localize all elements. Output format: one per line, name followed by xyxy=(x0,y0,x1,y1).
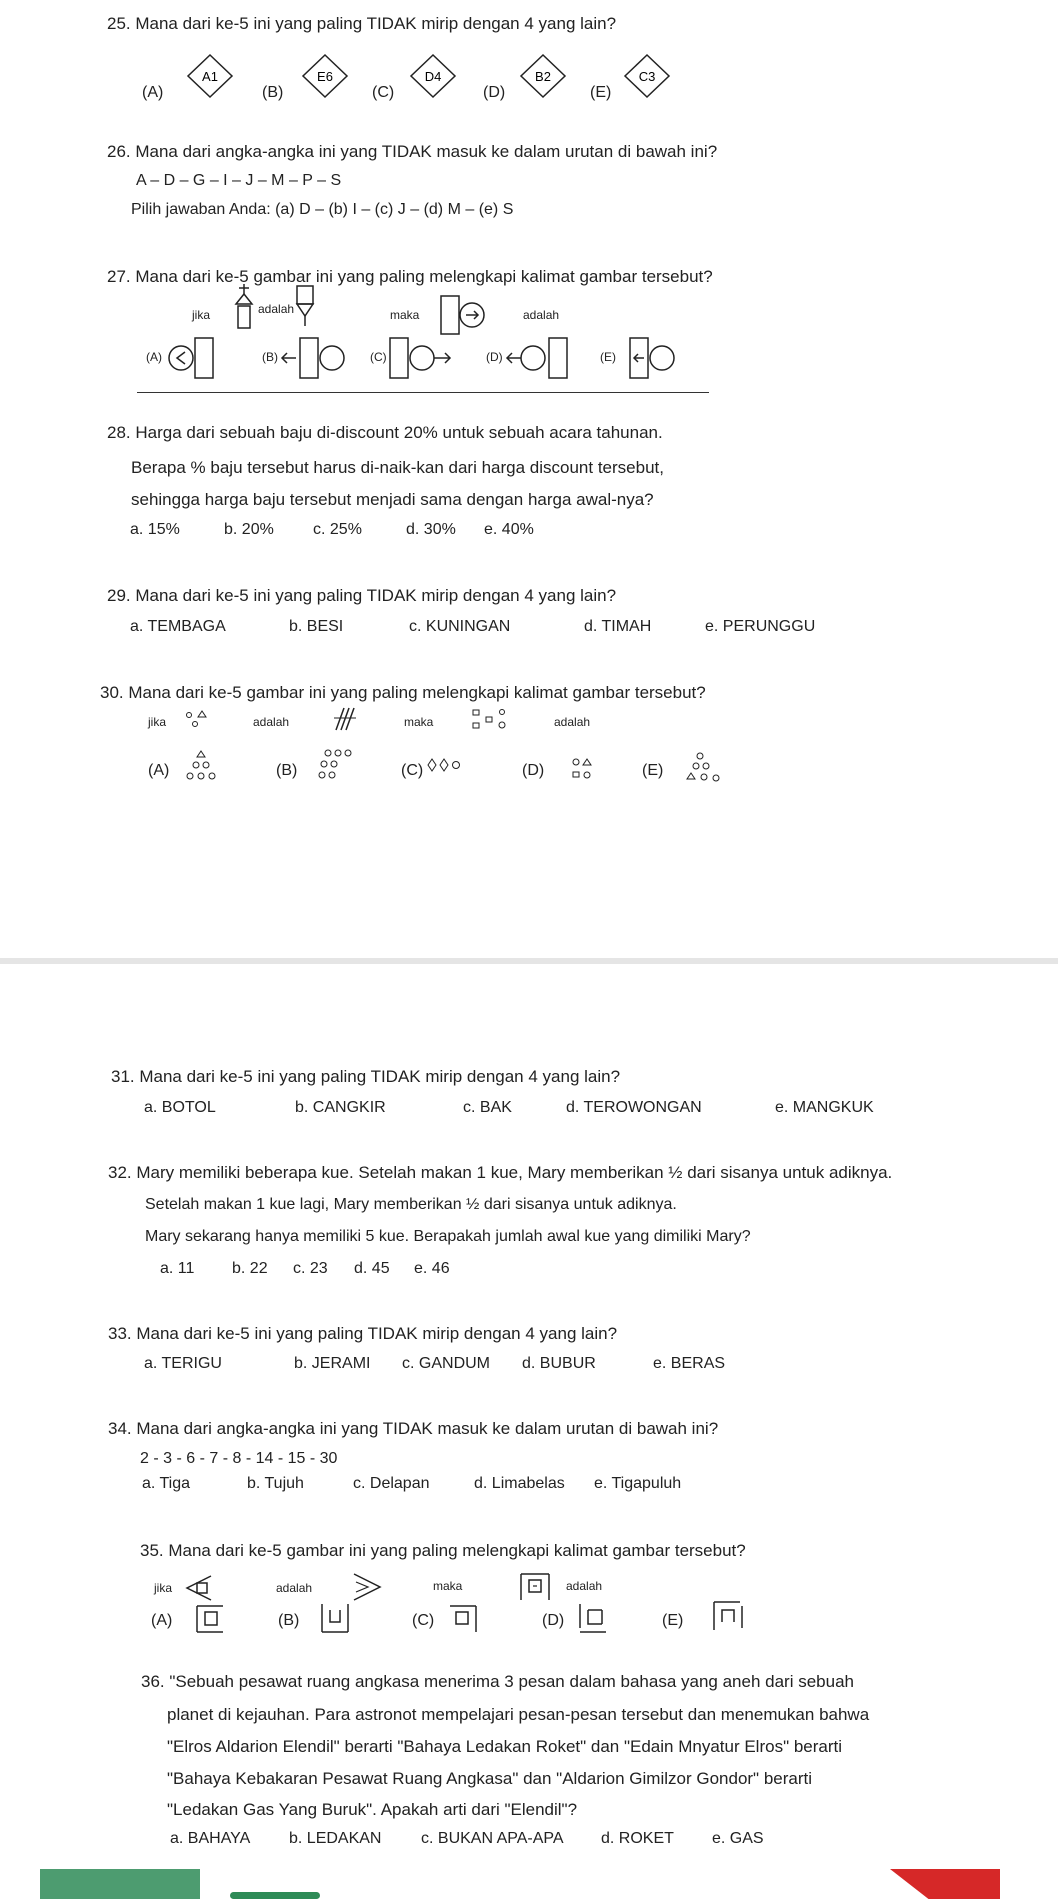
q32-option-e: e. 46 xyxy=(414,1260,450,1277)
q36-option-a: a. BAHAYA xyxy=(170,1830,251,1847)
q25-option-b-letter: (B) xyxy=(262,84,284,101)
q30-option-a-figure xyxy=(184,748,218,786)
q29-option-b: b. BESI xyxy=(289,618,344,635)
q27-word-adalah-1: adalah xyxy=(258,302,295,316)
q32-option-b: b. 22 xyxy=(232,1260,268,1277)
q25-diamond-e xyxy=(622,52,672,100)
q33-option-a: a. TERIGU xyxy=(144,1355,222,1372)
q30-word-adalah-1: adalah xyxy=(253,715,290,729)
q28-line-2: Berapa % baju tersebut harus di-naik-kan dari harga discount tersebut, xyxy=(131,458,664,477)
q36-option-d: d. ROKET xyxy=(601,1830,674,1847)
q31-option-b: b. CANGKIR xyxy=(295,1099,386,1116)
q30-jika-figure xyxy=(184,708,214,732)
q30-option-c: (C) xyxy=(401,762,424,779)
q34-sequence: 2 - 3 - 6 - 7 - 8 - 14 - 15 - 30 xyxy=(140,1450,338,1467)
q25-option-c-letter: (C) xyxy=(372,84,395,101)
q35-option-c-figure xyxy=(446,1602,482,1636)
q30-question: 30. Mana dari ke-5 gambar ini yang paling melengkapi kalimat gambar tersebut? xyxy=(100,683,706,702)
q28-option-d: d. 30% xyxy=(406,521,456,538)
page-2 xyxy=(0,964,1058,1899)
q25-option-a-letter: (A) xyxy=(142,84,164,101)
q34-option-a: a. Tiga xyxy=(142,1475,191,1492)
q27-word-adalah-2: adalah xyxy=(523,308,560,322)
q35-option-a: (A) xyxy=(151,1612,173,1629)
q35-option-e: (E) xyxy=(662,1612,684,1629)
q31-option-d: d. TEROWONGAN xyxy=(566,1099,702,1116)
q28-option-b: b. 20% xyxy=(224,521,274,538)
bottom-green-pill xyxy=(230,1892,320,1899)
q27-option-a: (A) xyxy=(146,350,162,364)
q27-question: 27. Mana dari ke-5 gambar ini yang paling melengkapi kalimat gambar tersebut? xyxy=(107,267,713,286)
q28-option-c: c. 25% xyxy=(313,521,362,538)
q27-word-maka: maka xyxy=(390,308,420,322)
q30-option-b-figure xyxy=(314,746,354,786)
q29-option-c: c. KUNINGAN xyxy=(409,618,511,635)
q34-option-e: e. Tigapuluh xyxy=(594,1475,682,1492)
q33-option-b: b. JERAMI xyxy=(294,1355,371,1372)
q35-maka-figure xyxy=(517,1570,553,1604)
q30-option-d: (D) xyxy=(522,762,545,779)
q27-prompt-figures xyxy=(232,282,322,336)
q25-diamond-a-text: A1 xyxy=(202,69,218,84)
q35-option-b: (B) xyxy=(278,1612,300,1629)
q36-option-e: e. GAS xyxy=(712,1830,764,1847)
q36-line-5: "Ledakan Gas Yang Buruk". Apakah arti dari "Elendil"? xyxy=(167,1800,578,1819)
q29-option-e: e. PERUNGGU xyxy=(705,618,816,635)
q35-option-d: (D) xyxy=(542,1612,565,1629)
q32-line-3: Mary sekarang hanya memiliki 5 kue. Berapakah jumlah awal kue yang dimiliki Mary? xyxy=(145,1228,751,1245)
q32-option-c: c. 23 xyxy=(293,1260,328,1277)
q27-option-d: (D) xyxy=(486,350,503,364)
q35-option-a-figure xyxy=(193,1602,227,1636)
q27-word-jika: jika xyxy=(192,308,211,322)
q30-option-d-figure xyxy=(570,756,594,782)
q32-line-1: 32. Mary memiliki beberapa kue. Setelah makan 1 kue, Mary memberikan ½ dari sisanya untuk adiknya. xyxy=(108,1163,893,1182)
q28-option-e: e. 40% xyxy=(484,521,534,538)
q25-diamond-c-text: D4 xyxy=(424,69,442,84)
q32-option-d: d. 45 xyxy=(354,1260,390,1277)
q29-question: 29. Mana dari ke-5 ini yang paling TIDAK mirip dengan 4 yang lain? xyxy=(107,586,617,605)
q27-option-b-figure xyxy=(280,336,355,380)
q27-option-a-figure xyxy=(165,336,225,380)
q25-question: 25. Mana dari ke-5 ini yang paling TIDAK mirip dengan 4 yang lain? xyxy=(107,14,617,33)
q36-line-4: "Bahaya Kebakaran Pesawat Ruang Angkasa" dan "Aldarion Gimilzor Gondor" berarti xyxy=(167,1769,813,1788)
q25-diamond-d xyxy=(518,52,568,100)
q28-line-1: 28. Harga dari sebuah baju di-discount 20% untuk sebuah acara tahunan. xyxy=(107,423,663,442)
q31-option-a: a. BOTOL xyxy=(144,1099,216,1116)
bottom-left-overlay xyxy=(40,1869,200,1899)
q35-option-b-figure xyxy=(318,1600,352,1636)
q30-word-adalah-2: adalah xyxy=(554,715,591,729)
q30-maka-figure xyxy=(470,707,512,735)
q25-option-d-letter: (D) xyxy=(483,84,506,101)
q30-option-e: (E) xyxy=(642,762,664,779)
q26-answers: Pilih jawaban Anda: (a) D – (b) I – (c) J – (d) M – (e) S xyxy=(131,201,514,218)
q27-option-e-figure xyxy=(628,336,688,380)
q30-word-jika: jika xyxy=(148,715,167,729)
q27-option-c: (C) xyxy=(370,350,387,364)
q34-question: 34. Mana dari angka-angka ini yang TIDAK masuk ke dalam urutan di bawah ini? xyxy=(108,1419,719,1438)
q25-diamond-b-text: E6 xyxy=(317,69,333,84)
q33-question: 33. Mana dari ke-5 ini yang paling TIDAK mirip dengan 4 yang lain? xyxy=(108,1324,618,1343)
q35-word-adalah-2: adalah xyxy=(566,1579,603,1593)
q25-diamond-d-text: B2 xyxy=(535,69,551,84)
q31-option-e: e. MANGKUK xyxy=(775,1099,874,1116)
q27-option-d-figure xyxy=(505,336,580,380)
q31-option-c: c. BAK xyxy=(463,1099,512,1116)
q27-option-e: (E) xyxy=(600,350,616,364)
q25-diamond-b xyxy=(300,52,350,100)
q31-question: 31. Mana dari ke-5 ini yang paling TIDAK mirip dengan 4 yang lain? xyxy=(111,1067,621,1086)
q35-jika-figure xyxy=(183,1572,217,1604)
q30-option-e-figure xyxy=(686,750,722,786)
q27-option-b: (B) xyxy=(262,350,278,364)
q36-option-c: c. BUKAN APA-APA xyxy=(421,1830,564,1847)
q30-adalah-figure xyxy=(330,704,360,734)
q30-option-c-figure xyxy=(425,756,465,774)
q28-line-3: sehingga harga baju tersebut menjadi sama dengan harga awal-nya? xyxy=(131,490,654,509)
q27-option-c-figure xyxy=(388,336,468,380)
q35-word-adalah-1: adalah xyxy=(276,1581,313,1595)
q25-diamond-c xyxy=(408,52,458,100)
q32-line-2: Setelah makan 1 kue lagi, Mary memberikan ½ dari sisanya untuk adiknya. xyxy=(145,1196,677,1213)
q26-question: 26. Mana dari angka-angka ini yang TIDAK masuk ke dalam urutan di bawah ini? xyxy=(107,142,718,161)
q36-line-3: "Elros Aldarion Elendil" berarti "Bahaya Ledakan Roket" dan "Edain Mnyatur Elros" berarti xyxy=(167,1737,843,1756)
q28-option-a: a. 15% xyxy=(130,521,180,538)
q35-option-d-figure xyxy=(576,1600,610,1636)
q29-option-a: a. TEMBAGA xyxy=(130,618,226,635)
q25-option-e-letter: (E) xyxy=(590,84,612,101)
q30-option-b: (B) xyxy=(276,762,298,779)
q35-word-maka: maka xyxy=(433,1579,463,1593)
q34-option-b: b. Tujuh xyxy=(247,1475,304,1492)
q27-underline xyxy=(137,392,709,393)
q36-line-2: planet di kejauhan. Para astronot mempelajari pesan-pesan tersebut dan menemukan bahwa xyxy=(167,1705,870,1724)
q33-option-e: e. BERAS xyxy=(653,1355,726,1372)
q25-diamond-a xyxy=(185,52,235,100)
q35-option-e-figure xyxy=(710,1598,748,1634)
q32-option-a: a. 11 xyxy=(160,1260,195,1277)
q33-option-d: d. BUBUR xyxy=(522,1355,596,1372)
q26-sequence: A – D – G – I – J – M – P – S xyxy=(136,172,342,189)
q35-question: 35. Mana dari ke-5 gambar ini yang paling melengkapi kalimat gambar tersebut? xyxy=(140,1541,746,1560)
q30-option-a: (A) xyxy=(148,762,170,779)
q27-maka-figure xyxy=(438,294,498,336)
q30-word-maka: maka xyxy=(404,715,434,729)
q35-word-jika: jika xyxy=(154,1581,173,1595)
q34-option-d: d. Limabelas xyxy=(474,1475,565,1492)
q29-option-d: d. TIMAH xyxy=(584,618,652,635)
q35-adalah-figure xyxy=(350,1570,384,1604)
q25-diamond-e-text: C3 xyxy=(638,69,656,84)
bottom-right-overlay xyxy=(890,1869,1000,1899)
q36-line-1: 36. "Sebuah pesawat ruang angkasa menerima 3 pesan dalam bahasa yang aneh dari sebuah xyxy=(141,1672,854,1691)
q33-option-c: c. GANDUM xyxy=(402,1355,490,1372)
q36-option-b: b. LEDAKAN xyxy=(289,1830,382,1847)
q35-option-c: (C) xyxy=(412,1612,435,1629)
q34-option-c: c. Delapan xyxy=(353,1475,430,1492)
